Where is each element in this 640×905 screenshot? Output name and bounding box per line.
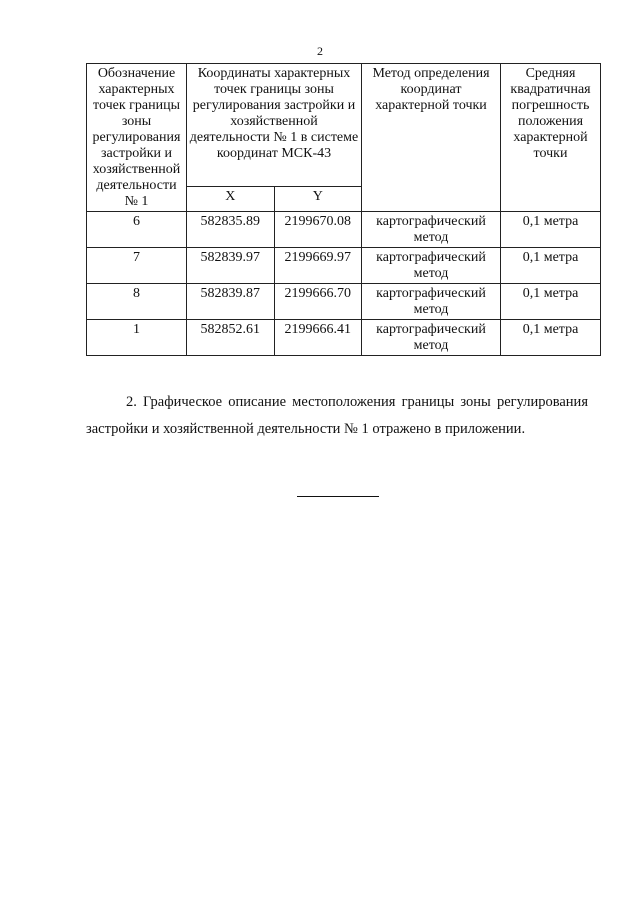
cell-x: 582835.89 bbox=[187, 212, 275, 248]
table-row bbox=[87, 248, 601, 284]
cell-method: картографический метод bbox=[362, 320, 501, 356]
cell-point: 7 bbox=[87, 248, 187, 284]
cell-x: 582839.97 bbox=[187, 248, 275, 284]
cell-y: 2199670.08 bbox=[274, 212, 362, 248]
cell-method: картографический метод bbox=[362, 248, 501, 284]
cell-y: 2199666.41 bbox=[274, 320, 362, 356]
cell-y: 2199669.97 bbox=[274, 248, 362, 284]
cell-y: 2199666.70 bbox=[274, 284, 362, 320]
coordinates-table bbox=[86, 63, 601, 356]
cell-error: 0,1 метра bbox=[501, 248, 601, 284]
paragraph-graphic-description: 2. Графическое описание местоположения границы зоны регулирования застройки и хозяйственной деятельности № 1 отражено в приложении. bbox=[86, 394, 588, 437]
cell-error: 0,1 метра bbox=[501, 212, 601, 248]
page-number: 2 bbox=[317, 44, 323, 58]
header-point-designation: Обозначение характерных точек границы зоны регулирования застройки и хозяйственной деятельности № 1 bbox=[87, 64, 187, 212]
closing-divider bbox=[297, 496, 379, 497]
header-coordinates: Координаты характерных точек границы зоны регулирования застройки и хозяйственной деятельности № 1 в системе координат МСК-43 bbox=[187, 64, 362, 187]
header-x: X bbox=[187, 187, 275, 212]
cell-method: картографический метод bbox=[362, 212, 501, 248]
table-row bbox=[87, 284, 601, 320]
header-method: Метод определения координат характерной точки bbox=[362, 64, 501, 212]
table-row bbox=[87, 212, 601, 248]
cell-point: 1 bbox=[87, 320, 187, 356]
cell-point: 6 bbox=[87, 212, 187, 248]
cell-x: 582852.61 bbox=[187, 320, 275, 356]
cell-point: 8 bbox=[87, 284, 187, 320]
cell-error: 0,1 метра bbox=[501, 320, 601, 356]
header-rms-error: Средняя квадратичная погрешность положения характерной точки bbox=[501, 64, 601, 212]
table-row bbox=[87, 320, 601, 356]
cell-method: картографический метод bbox=[362, 284, 501, 320]
cell-x: 582839.87 bbox=[187, 284, 275, 320]
cell-error: 0,1 метра bbox=[501, 284, 601, 320]
header-y: Y bbox=[274, 187, 362, 212]
